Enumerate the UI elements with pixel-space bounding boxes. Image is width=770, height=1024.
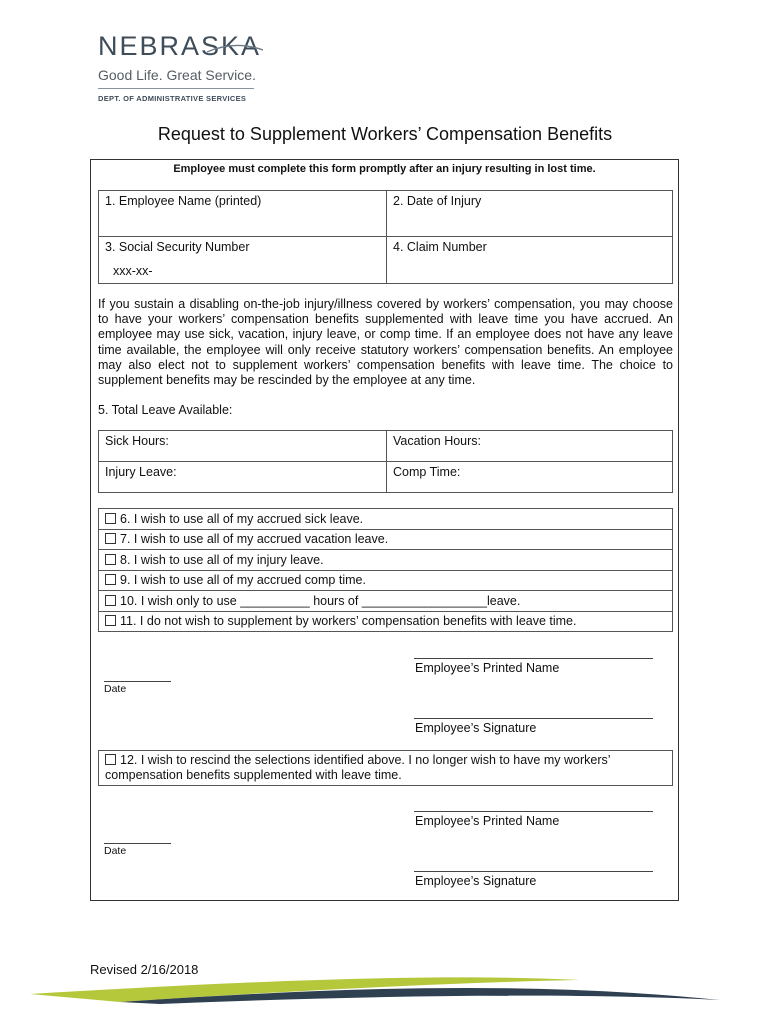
employee-info-table bbox=[98, 190, 673, 284]
total-leave-label: 5. Total Leave Available: bbox=[98, 403, 233, 417]
printed-name-line-2[interactable] bbox=[414, 811, 653, 812]
logo-divider bbox=[98, 88, 254, 89]
leave-options-table bbox=[98, 508, 673, 632]
printed-name-label-2: Employee’s Printed Name bbox=[415, 814, 560, 828]
logo-swoosh-icon bbox=[205, 38, 265, 58]
injury-leave-field[interactable] bbox=[99, 462, 387, 493]
checkbox-icon[interactable] bbox=[105, 554, 116, 565]
option-6-label: 6. I wish to use all of my accrued sick leave. bbox=[120, 511, 364, 526]
org-logo-name: NEBRASKA bbox=[98, 31, 262, 61]
option-10-label: 10. I wish only to use __________ hours of __________________leave. bbox=[120, 593, 521, 608]
date-of-injury-label: 2. Date of Injury bbox=[393, 194, 482, 208]
ssn-value: xxx-xx- bbox=[113, 264, 153, 278]
option-7-label: 7. I wish to use all of my accrued vacation leave. bbox=[120, 532, 389, 547]
checkbox-icon[interactable] bbox=[105, 595, 116, 606]
claim-number-label: 4. Claim Number bbox=[393, 240, 487, 254]
option-8-label: 8. I wish to use all of my injury leave. bbox=[120, 552, 324, 567]
vacation-hours-label: Vacation Hours: bbox=[393, 434, 482, 448]
leave-table bbox=[98, 430, 673, 493]
date-of-injury-field[interactable] bbox=[387, 191, 673, 237]
date-line[interactable] bbox=[104, 681, 171, 682]
printed-name-label: Employee’s Printed Name bbox=[415, 661, 560, 675]
claim-number-field[interactable] bbox=[387, 237, 673, 284]
signature-line-2[interactable] bbox=[414, 871, 653, 872]
signature-line[interactable] bbox=[414, 718, 653, 719]
form-title: Request to Supplement Workers’ Compensation Benefits bbox=[157, 124, 613, 144]
ssn-label: 3. Social Security Number bbox=[105, 240, 250, 254]
explanation-paragraph: If you sustain a disabling on-the-job injury/illness covered by workers’ compensation, you may choose to have your workers’ compensation benefits supplemented with leave time you have accrued. An employee may use sick, vacation, injury leave, or comp time. If an employee does not have any leave time available, the employee will only receive statutory workers’ compensation benefits. An employee may also elect not to supplement workers’ compensation benefits with leave time. The choice to supplement benefits may be rescinded by the employee at any time. bbox=[98, 297, 673, 388]
sick-hours-label: Sick Hours: bbox=[105, 434, 169, 448]
checkbox-icon[interactable] bbox=[105, 513, 116, 524]
date-label: Date bbox=[104, 683, 127, 695]
option-10-row[interactable] bbox=[99, 591, 673, 612]
option-12-label: 12. I wish to rescind the selections identified above. I no longer wish to have my workers’ compensation benefits supplemented with leave time. bbox=[105, 753, 611, 782]
checkbox-icon[interactable] bbox=[105, 615, 116, 626]
option-9-row[interactable] bbox=[99, 570, 673, 591]
option-12-row[interactable] bbox=[99, 751, 673, 786]
injury-leave-label: Injury Leave: bbox=[105, 465, 177, 479]
option-7-row[interactable] bbox=[99, 529, 673, 550]
option-11-label: 11. I do not wish to supplement by workers’ compensation benefits with leave time. bbox=[120, 614, 577, 629]
revision-date: Revised 2/16/2018 bbox=[90, 962, 199, 977]
signature-label-2: Employee’s Signature bbox=[415, 874, 537, 888]
comp-time-field[interactable] bbox=[387, 462, 673, 493]
form-instructions: Employee must complete this form promptly after an injury resulting in lost time. bbox=[173, 163, 596, 175]
rescind-table bbox=[98, 750, 673, 786]
ssn-field[interactable] bbox=[99, 237, 387, 284]
org-tagline: Good Life. Great Service. bbox=[98, 67, 256, 83]
checkbox-icon[interactable] bbox=[105, 533, 116, 544]
checkbox-icon[interactable] bbox=[105, 754, 116, 765]
option-9-label: 9. I wish to use all of my accrued comp time. bbox=[120, 573, 366, 588]
date-line-2[interactable] bbox=[104, 843, 171, 844]
vacation-hours-field[interactable] bbox=[387, 431, 673, 462]
sick-hours-field[interactable] bbox=[99, 431, 387, 462]
printed-name-line[interactable] bbox=[414, 658, 653, 659]
department-name: DEPT. OF ADMINISTRATIVE SERVICES bbox=[98, 94, 247, 103]
signature-label: Employee’s Signature bbox=[415, 721, 537, 735]
date-label-2: Date bbox=[104, 845, 127, 857]
option-8-row[interactable] bbox=[99, 550, 673, 571]
option-6-row[interactable] bbox=[99, 509, 673, 530]
employee-name-label: 1. Employee Name (printed) bbox=[105, 194, 262, 208]
option-11-row[interactable] bbox=[99, 611, 673, 632]
comp-time-label: Comp Time: bbox=[393, 465, 461, 479]
footer-swoosh-icon bbox=[0, 970, 770, 1024]
employee-name-field[interactable] bbox=[99, 191, 387, 237]
checkbox-icon[interactable] bbox=[105, 574, 116, 585]
